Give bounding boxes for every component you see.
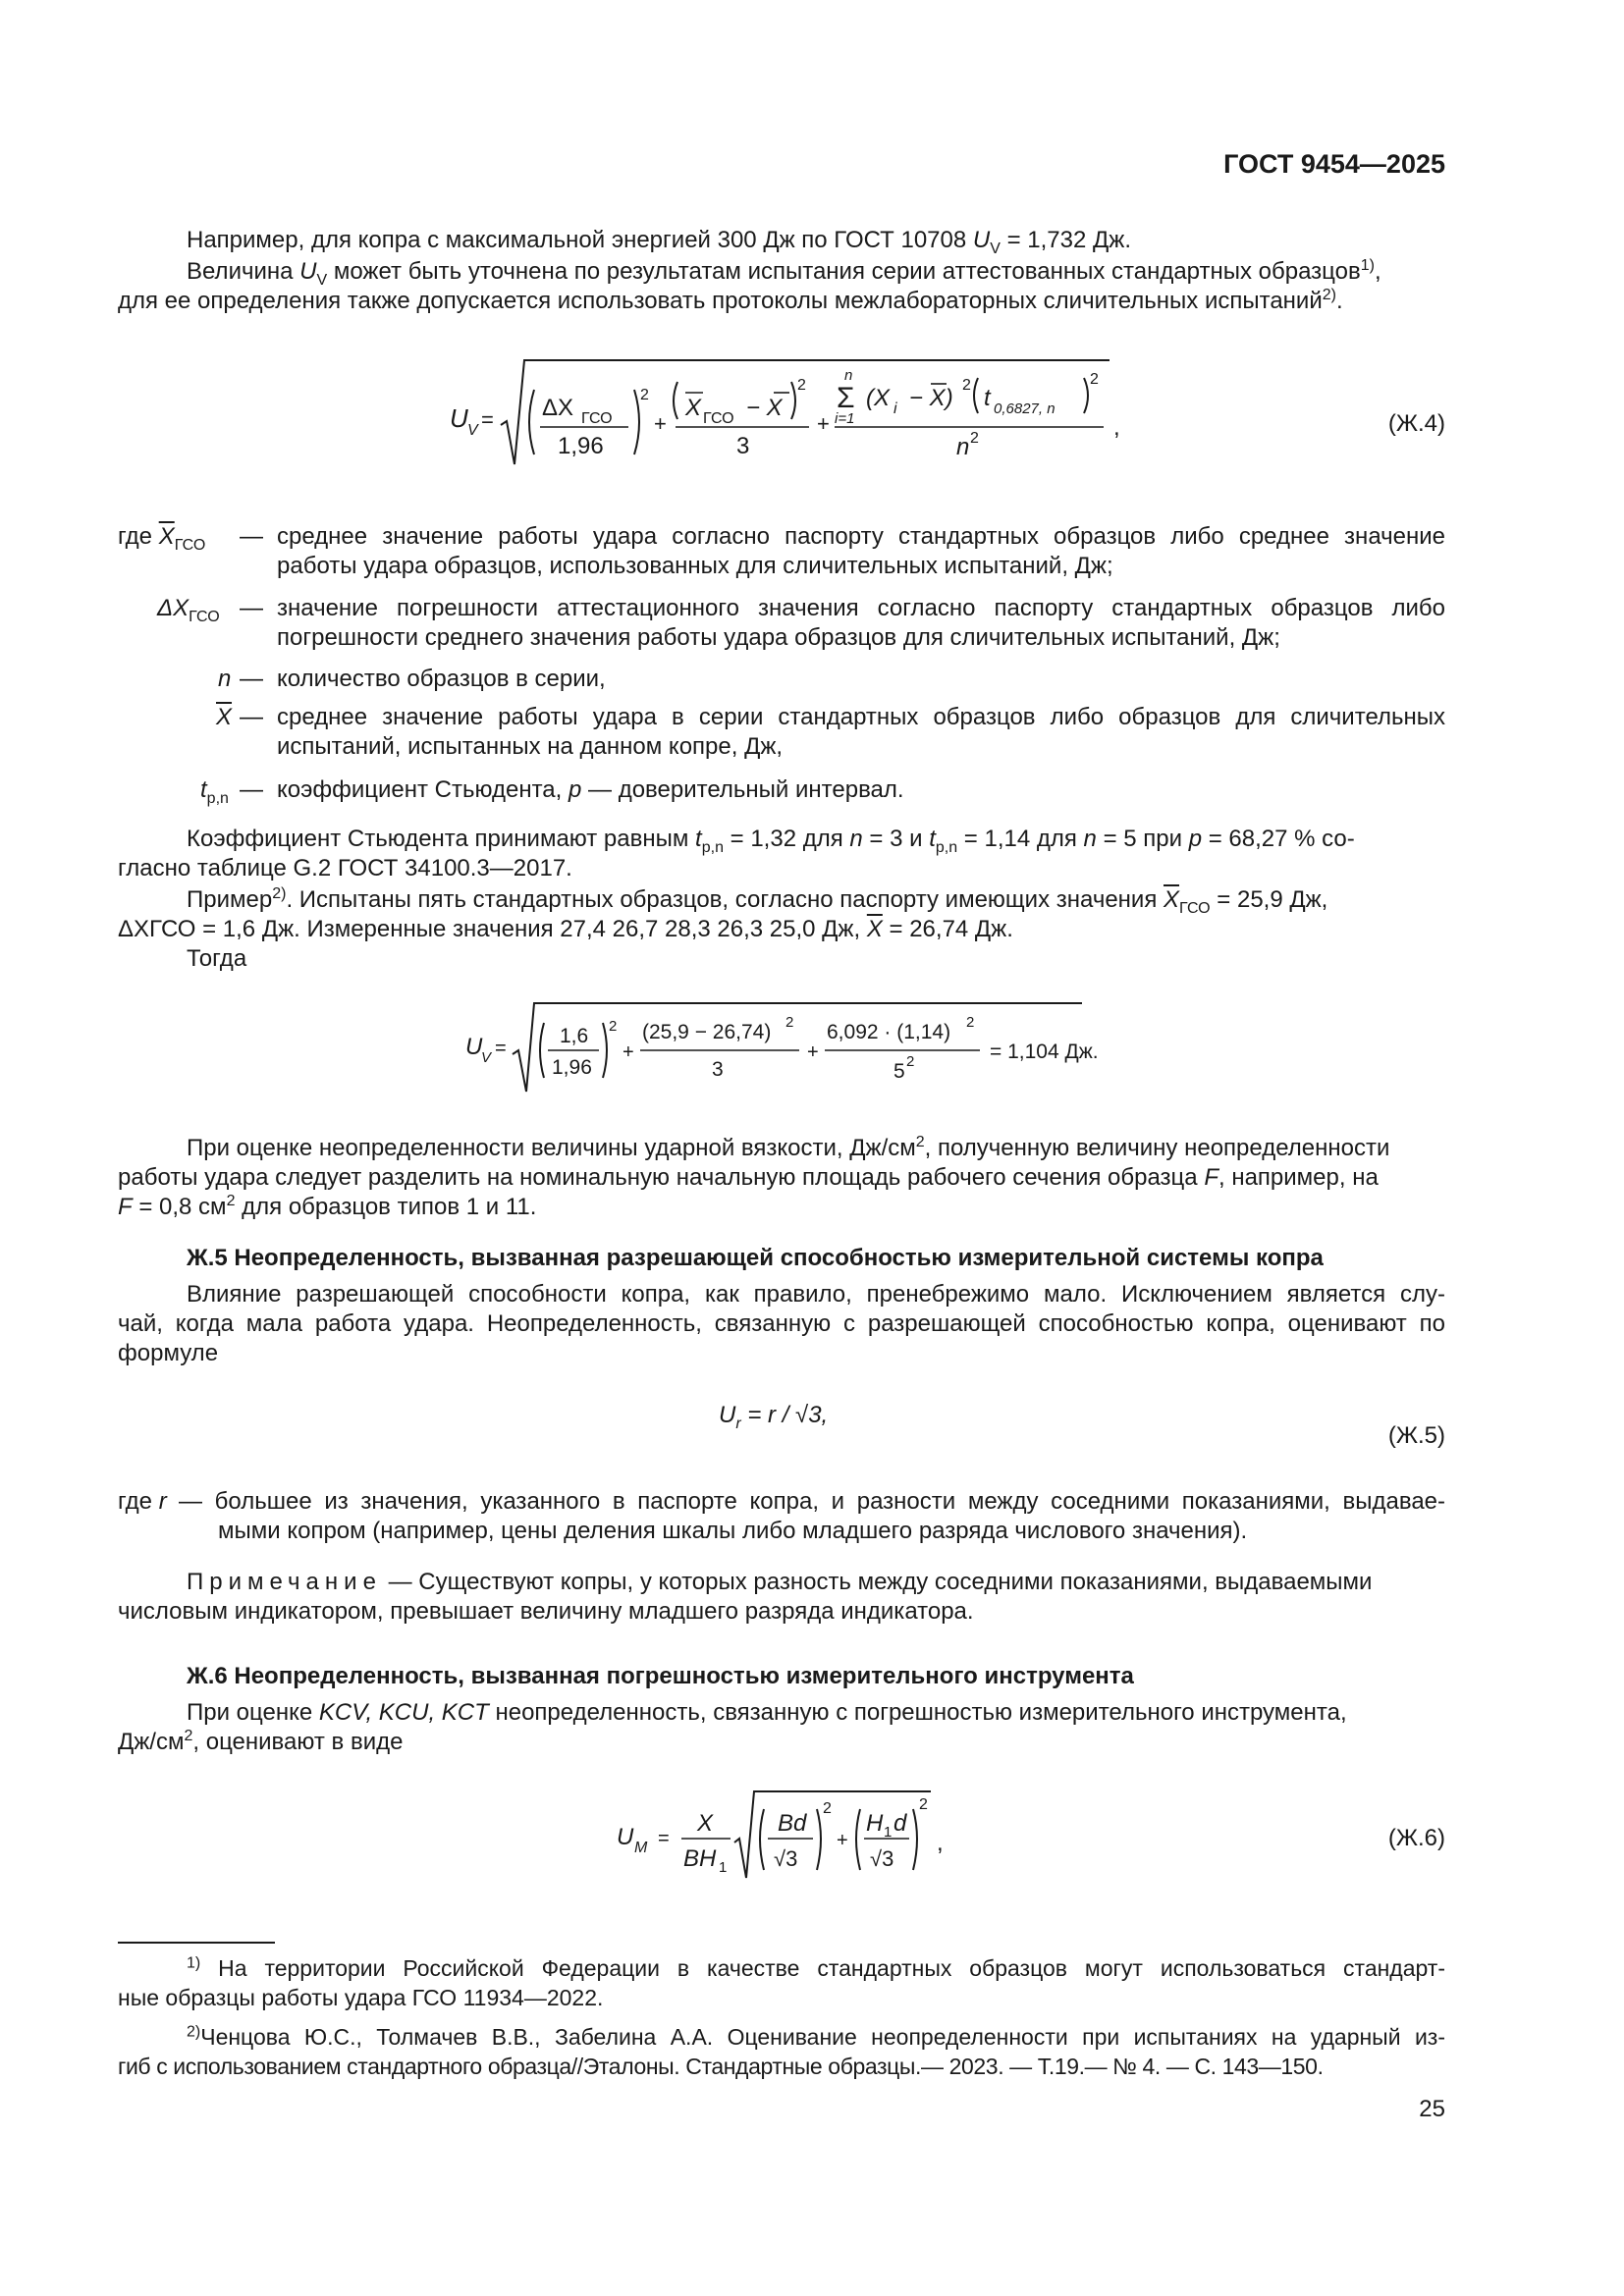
svg-text:2: 2 [919,1796,928,1813]
def-dash: — [240,523,263,550]
svg-text:ГСО: ГСО [703,410,734,427]
svg-text:M: M [634,1840,648,1856]
svg-text:+: + [837,1830,848,1851]
svg-text:6,092 · (1,14): 6,092 · (1,14) [827,1021,951,1043]
formula-j5: $U_r = r / √3$, [719,1402,829,1432]
def-x-gso-line-1: среднее значение работы удара согласно паспорту стандартных образцов либо среднее значение [277,523,1445,550]
impact-line-3: F = 0,8 $см^2$ для образцов типов 1 и 11. [118,1193,537,1220]
svg-text:5: 5 [893,1060,905,1083]
svg-text:X: X [697,1810,714,1837]
def-t-line-1: коэффициент Стьюдента, p — доверительный интервал. [277,776,904,803]
formula-j5-number: (Ж.5) [1387,1422,1445,1449]
svg-text:2: 2 [966,1014,975,1031]
svg-text:2: 2 [785,1014,794,1031]
intro-paragraph-2-line-2: для ее определения также допускается использовать протоколы межлабораторных сличительных испытаний$^{2)}$. [118,287,1343,314]
svg-text:V: V [467,422,478,439]
footnote-1-line-2: ные образцы работы удара ГСО 11934—2022. [118,1985,604,2010]
def-delta-x-line-2: погрешности среднего значения работы удара образцов для сличительных испытаний, Дж; [277,624,1280,651]
svg-text:H: H [866,1810,884,1837]
svg-text:√3: √3 [774,1846,798,1871]
section-6-line-2: $Дж/см^2$, оценивают в виде [118,1728,404,1755]
svg-text:0,6827, n: 0,6827, n [994,400,1056,417]
svg-text:V: V [481,1049,492,1066]
svg-text:ГСО: ГСО [581,410,613,427]
svg-text:=: = [495,1038,507,1059]
def-term-t: $t_{p,n}$ [200,776,229,807]
def-r-line-2: мыми копром (например, цены деления шкалы либо младшего разряда числового значения). [218,1518,1248,1544]
svg-text:U: U [465,1034,483,1060]
svg-text:d: d [893,1810,907,1837]
formula-j4 [432,348,1139,476]
svg-text:3: 3 [712,1058,724,1081]
svg-text:− X): − X) [909,385,953,411]
svg-text:(X: (X [866,385,890,411]
svg-text:= 1,104 Дж.: = 1,104 Дж. [990,1041,1099,1063]
svg-text:,: , [937,1830,944,1856]
svg-text:1,96: 1,96 [552,1056,592,1079]
def-n-line-1: количество образцов в серии, [277,666,606,692]
svg-text:1: 1 [719,1859,728,1876]
formula-j4-number: (Ж.4) [1387,410,1445,437]
footnote-2-line-2: гиб с использованием стандартного образца//Эталоны. Стандартные образцы.— 2023. — Т.19.— № 4. — С. 143—150. [118,2054,1324,2079]
svg-text:n: n [844,367,853,384]
formula-j6-number: (Ж.6) [1387,1825,1445,1851]
svg-text:3: 3 [736,433,750,459]
student-line-2: гласно таблице G.2 ГОСТ 34100.3—2017. [118,855,572,881]
section-5-line-3: формуле [118,1340,219,1366]
section-6-line-1: При оценке KCV, KCU, KCT неопределенность, связанную с погрешностью измерительного инструмента, [187,1699,1347,1726]
svg-text:i: i [893,400,897,417]
svg-text:2: 2 [1090,371,1099,388]
svg-text:1,6: 1,6 [560,1025,589,1047]
svg-text:=: = [658,1828,670,1849]
svg-text:+: + [623,1041,634,1063]
svg-text:n: n [956,434,970,460]
def-x-bar-line-2: испытаний, испытанных на данном копре, Дж, [277,733,784,760]
def-term-x-gso: где $\overline{X}_{ГСО}$ [118,523,206,554]
def-r-line-1: — большее из значения, указанного в паспорте копра, и разности между соседними показаниями, выдавае- [179,1488,1445,1515]
section-5-title: Ж.5 Неопределенность, вызванная разрешающей способностью измерительной системы копра [187,1245,1324,1271]
svg-text:X: X [685,395,702,421]
def-delta-x-line-1: значение погрешности аттестационного значения согласно паспорту стандартных образцов либо [277,595,1445,621]
standard-header: ГОСТ 9454—2025 [1223,149,1445,179]
intro-paragraph-2-line-1: Величина $U_V$ может быть уточнена по результатам испытания серии аттестованных стандартных образцов$^{1)}$, [187,257,1381,289]
page-number: 25 [1419,2096,1445,2122]
def-dash: — [240,666,263,692]
student-line-1: Коэффициент Стьюдента принимают равным $t_{p,n} = 1,32$ для n = 3 и $t_{p,n} = 1,14$ для n = 5 при p = 68,27 % со- [187,826,1355,856]
svg-text:√3: √3 [870,1846,894,1871]
def-x-gso-line-2: работы удара образцов, использованных для сличительных испытаний, Дж; [277,553,1113,579]
svg-text:U: U [617,1824,634,1850]
svg-text:Σ: Σ [837,382,855,414]
section-6-title: Ж.6 Неопределенность, вызванная погрешностью измерительного инструмента [187,1663,1134,1689]
svg-text:+: + [817,411,830,436]
def-dash: — [240,595,263,621]
footnote-2-line-1: $^{2)}$Ченцова Ю.С., Толмачев В.В., Забелина А.А. Оценивание неопределенности при испытаниях на ударный из- [187,2023,1445,2050]
example-then: Тогда [187,945,247,972]
svg-text:2: 2 [823,1800,832,1817]
def-term-x-bar: $\overline{X}$ [216,704,233,730]
def-term-n: n [218,666,232,692]
impact-line-2: работы удара следует разделить на номинальную начальную площадь рабочего сечения образца F, например, на [118,1164,1379,1191]
svg-text:,: , [1113,414,1120,441]
svg-text:Bd: Bd [778,1810,807,1837]
svg-text:+: + [654,411,667,436]
svg-text:+: + [807,1041,819,1063]
note-line-1: Примечание — Существуют копры, у которых разность между соседними показаниями, выдаваемыми [187,1569,1373,1595]
svg-text:2: 2 [970,430,979,447]
def-term-delta-x-gso: $\Delta X_{ГСО}$ [157,595,220,625]
note-line-2: числовым индикатором, превышает величину младшего разряда индикатора. [118,1598,974,1625]
def-x-bar-line-1: среднее значение работы удара в серии стандартных образцов либо образцов для сличительных [277,704,1445,730]
intro-paragraph-1: Например, для копра с максимальной энергией 300 Дж по ГОСТ 10708 $U_V = 1,732$ Дж. [187,227,1131,257]
svg-text:t: t [984,385,991,411]
def-dash: — [240,704,263,730]
example-line-1: Пример$^{2)}$. Испытаны пять стандартных образцов, согласно паспорту имеющих значения $\overline{X}_{ГСО} = 25,9$ Дж, [187,885,1328,917]
svg-text:(25,9 − 26,74): (25,9 − 26,74) [642,1021,772,1043]
example-line-2: ΔХГСО = 1,6 Дж. Измеренные значения 27,4 26,7 28,3 26,3 25,0 Дж, $\overline{X} = 26,74$ Дж. [118,916,1013,942]
svg-text:2: 2 [962,377,971,394]
section-5-line-2: чай, когда мала работа удара. Неопределенность, связанную с разрешающей способностью копра, оценивают по [118,1310,1445,1337]
svg-text:2: 2 [797,377,806,394]
svg-text:− X: − X [746,395,783,421]
svg-text:ΔX: ΔX [542,395,574,421]
svg-text:2: 2 [609,1018,618,1035]
def-dash: — [240,776,263,803]
formula-j4-lhs: U [450,403,468,433]
def-term-r: где r [118,1488,167,1515]
svg-text:1,96: 1,96 [558,433,604,459]
formula-j6 [609,1782,962,1890]
svg-text:1: 1 [884,1824,893,1841]
svg-text:BH: BH [683,1845,717,1872]
footnote-separator [118,1942,275,1944]
impact-line-1: При оценке неопределенности величины ударной вязкости, $Дж/см^2$, полученную величину неопределенности [187,1134,1390,1161]
formula-example [461,993,1129,1101]
footnote-1-line-1: $^{1)}$ На территории Российской Федерации в качестве стандартных образцов могут использоваться стандарт- [187,1954,1445,1981]
section-5-line-1: Влияние разрешающей способности копра, как правило, пренебрежимо мало. Исключением является слу- [187,1281,1445,1308]
svg-text:2: 2 [640,387,649,403]
svg-text:2: 2 [906,1053,915,1070]
svg-text:=: = [481,407,494,432]
svg-text:i=1: i=1 [835,410,855,427]
